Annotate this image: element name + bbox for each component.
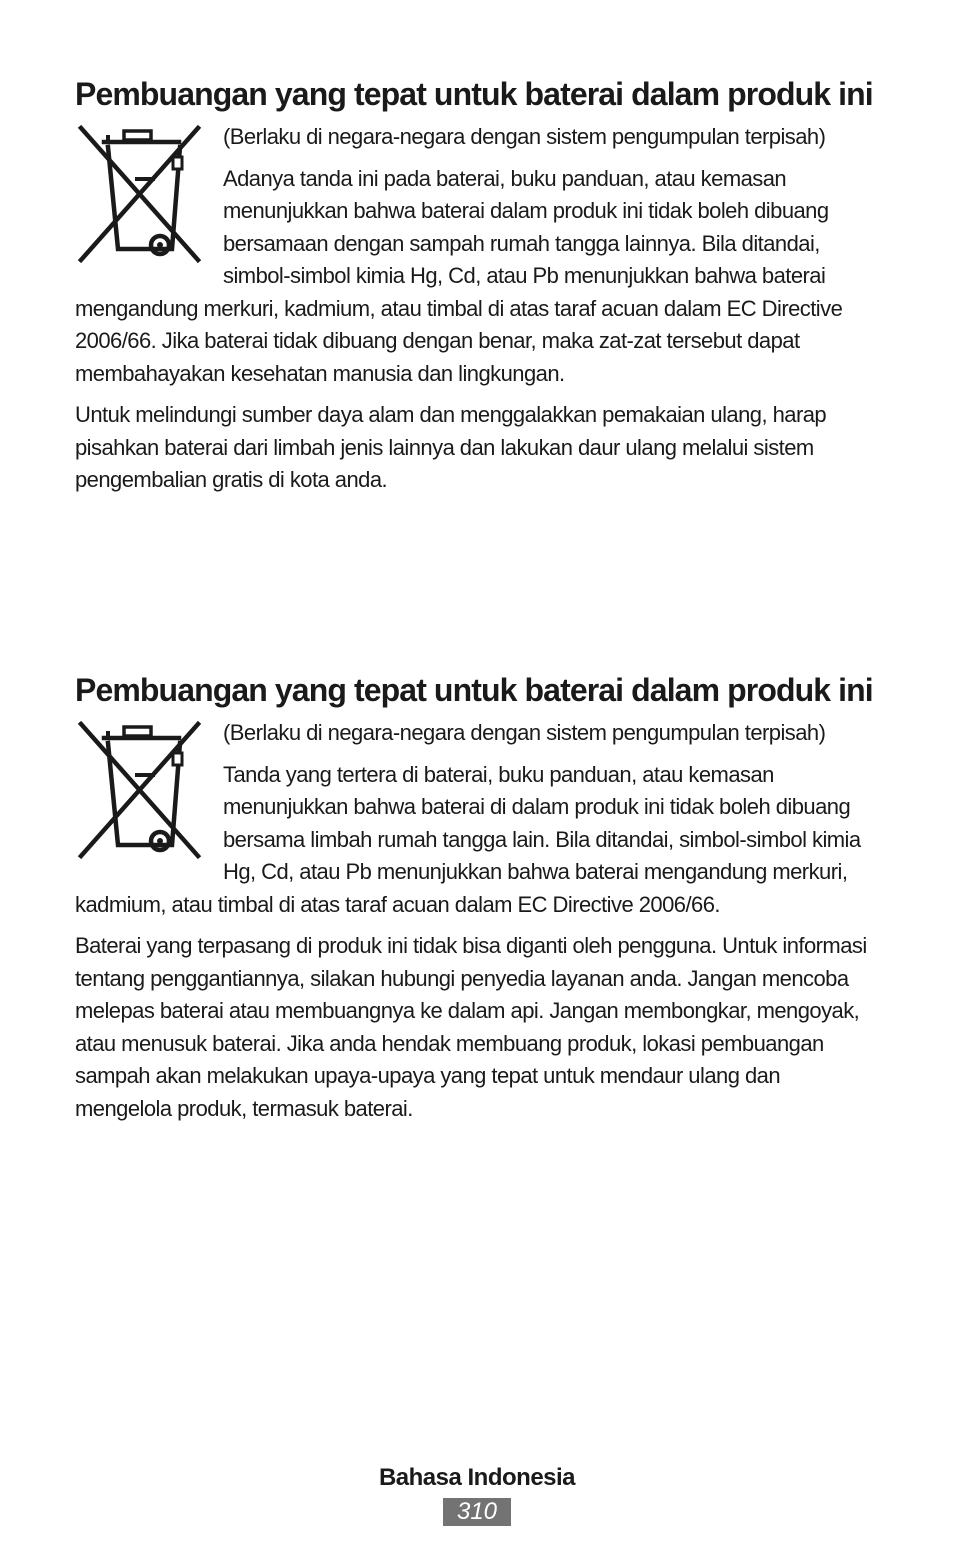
section-paragraph: (Berlaku di negara-negara dengan sistem pengumpulan terpisah) [223,124,826,149]
section-paragraph: Baterai yang terpasang di produk ini tidak bisa diganti oleh pengguna. Untuk informasi tentang penggantiannya, silakan hubungi penyedia layanan anda. Jangan mencoba melepas baterai atau membuangnya ke dalam api. Jangan membongkar, mengoyak, atau menusuk baterai. Jika anda hendak membuang produk, lokasi pembuangan sampah akan melakukan upaya-upaya yang tepat untuk mendaur ulang dan mengelola produk, termasuk baterai. [75,933,867,1121]
battery-disposal-section-1 [75,74,880,497]
section-paragraph: (Berlaku di negara-negara dengan sistem pengumpulan terpisah) [223,720,826,745]
section-body [75,717,880,1125]
page-number: 310 [443,1498,511,1526]
footer-language: Bahasa Indonesia [378,1464,576,1491]
section-title: Pembuangan yang tepat untuk baterai dalam produk ini [75,76,873,112]
crossed-out-wheelie-bin-icon [75,719,205,869]
section-title: Pembuangan yang tepat untuk baterai dalam produk ini [75,672,873,708]
section-body [75,121,880,497]
battery-disposal-section-2 [75,670,880,1125]
crossed-out-wheelie-bin-icon [75,123,205,273]
section-paragraph: Adanya tanda ini pada baterai, buku panduan, atau kemasan menunjukkan bahwa baterai dalam produk ini tidak boleh dibuang bersamaan dengan sampah rumah tangga lainnya. Bila ditandai, simbol-simbol kimia Hg, Cd, atau Pb menunjukkan bahwa baterai mengandung merkuri, kadmium, atau timbal di atas taraf acuan dalam EC Directive 2006/66. Jika baterai tidak dibuang dengan benar, maka zat-zat tersebut dapat membahayakan kesehatan manusia dan lingkungan. [75,165,843,386]
page-footer [0,1462,954,1526]
section-paragraph: Untuk melindungi sumber daya alam dan menggalakkan pemakaian ulang, harap pisahkan baterai dari limbah jenis lainnya dan lakukan daur ulang melalui sistem pengembalian gratis di kota anda. [75,402,827,492]
section-paragraph: Tanda yang tertera di baterai, buku panduan, atau kemasan menunjukkan bahwa baterai di dalam produk ini tidak boleh dibuang bersama limbah rumah tangga lain. Bila ditandai, simbol-simbol kimia Hg, Cd, atau Pb menunjukkan bahwa baterai mengandung merkuri, kadmium, atau timbal di atas taraf acuan dalam EC Directive 2006/66. [75,761,861,917]
